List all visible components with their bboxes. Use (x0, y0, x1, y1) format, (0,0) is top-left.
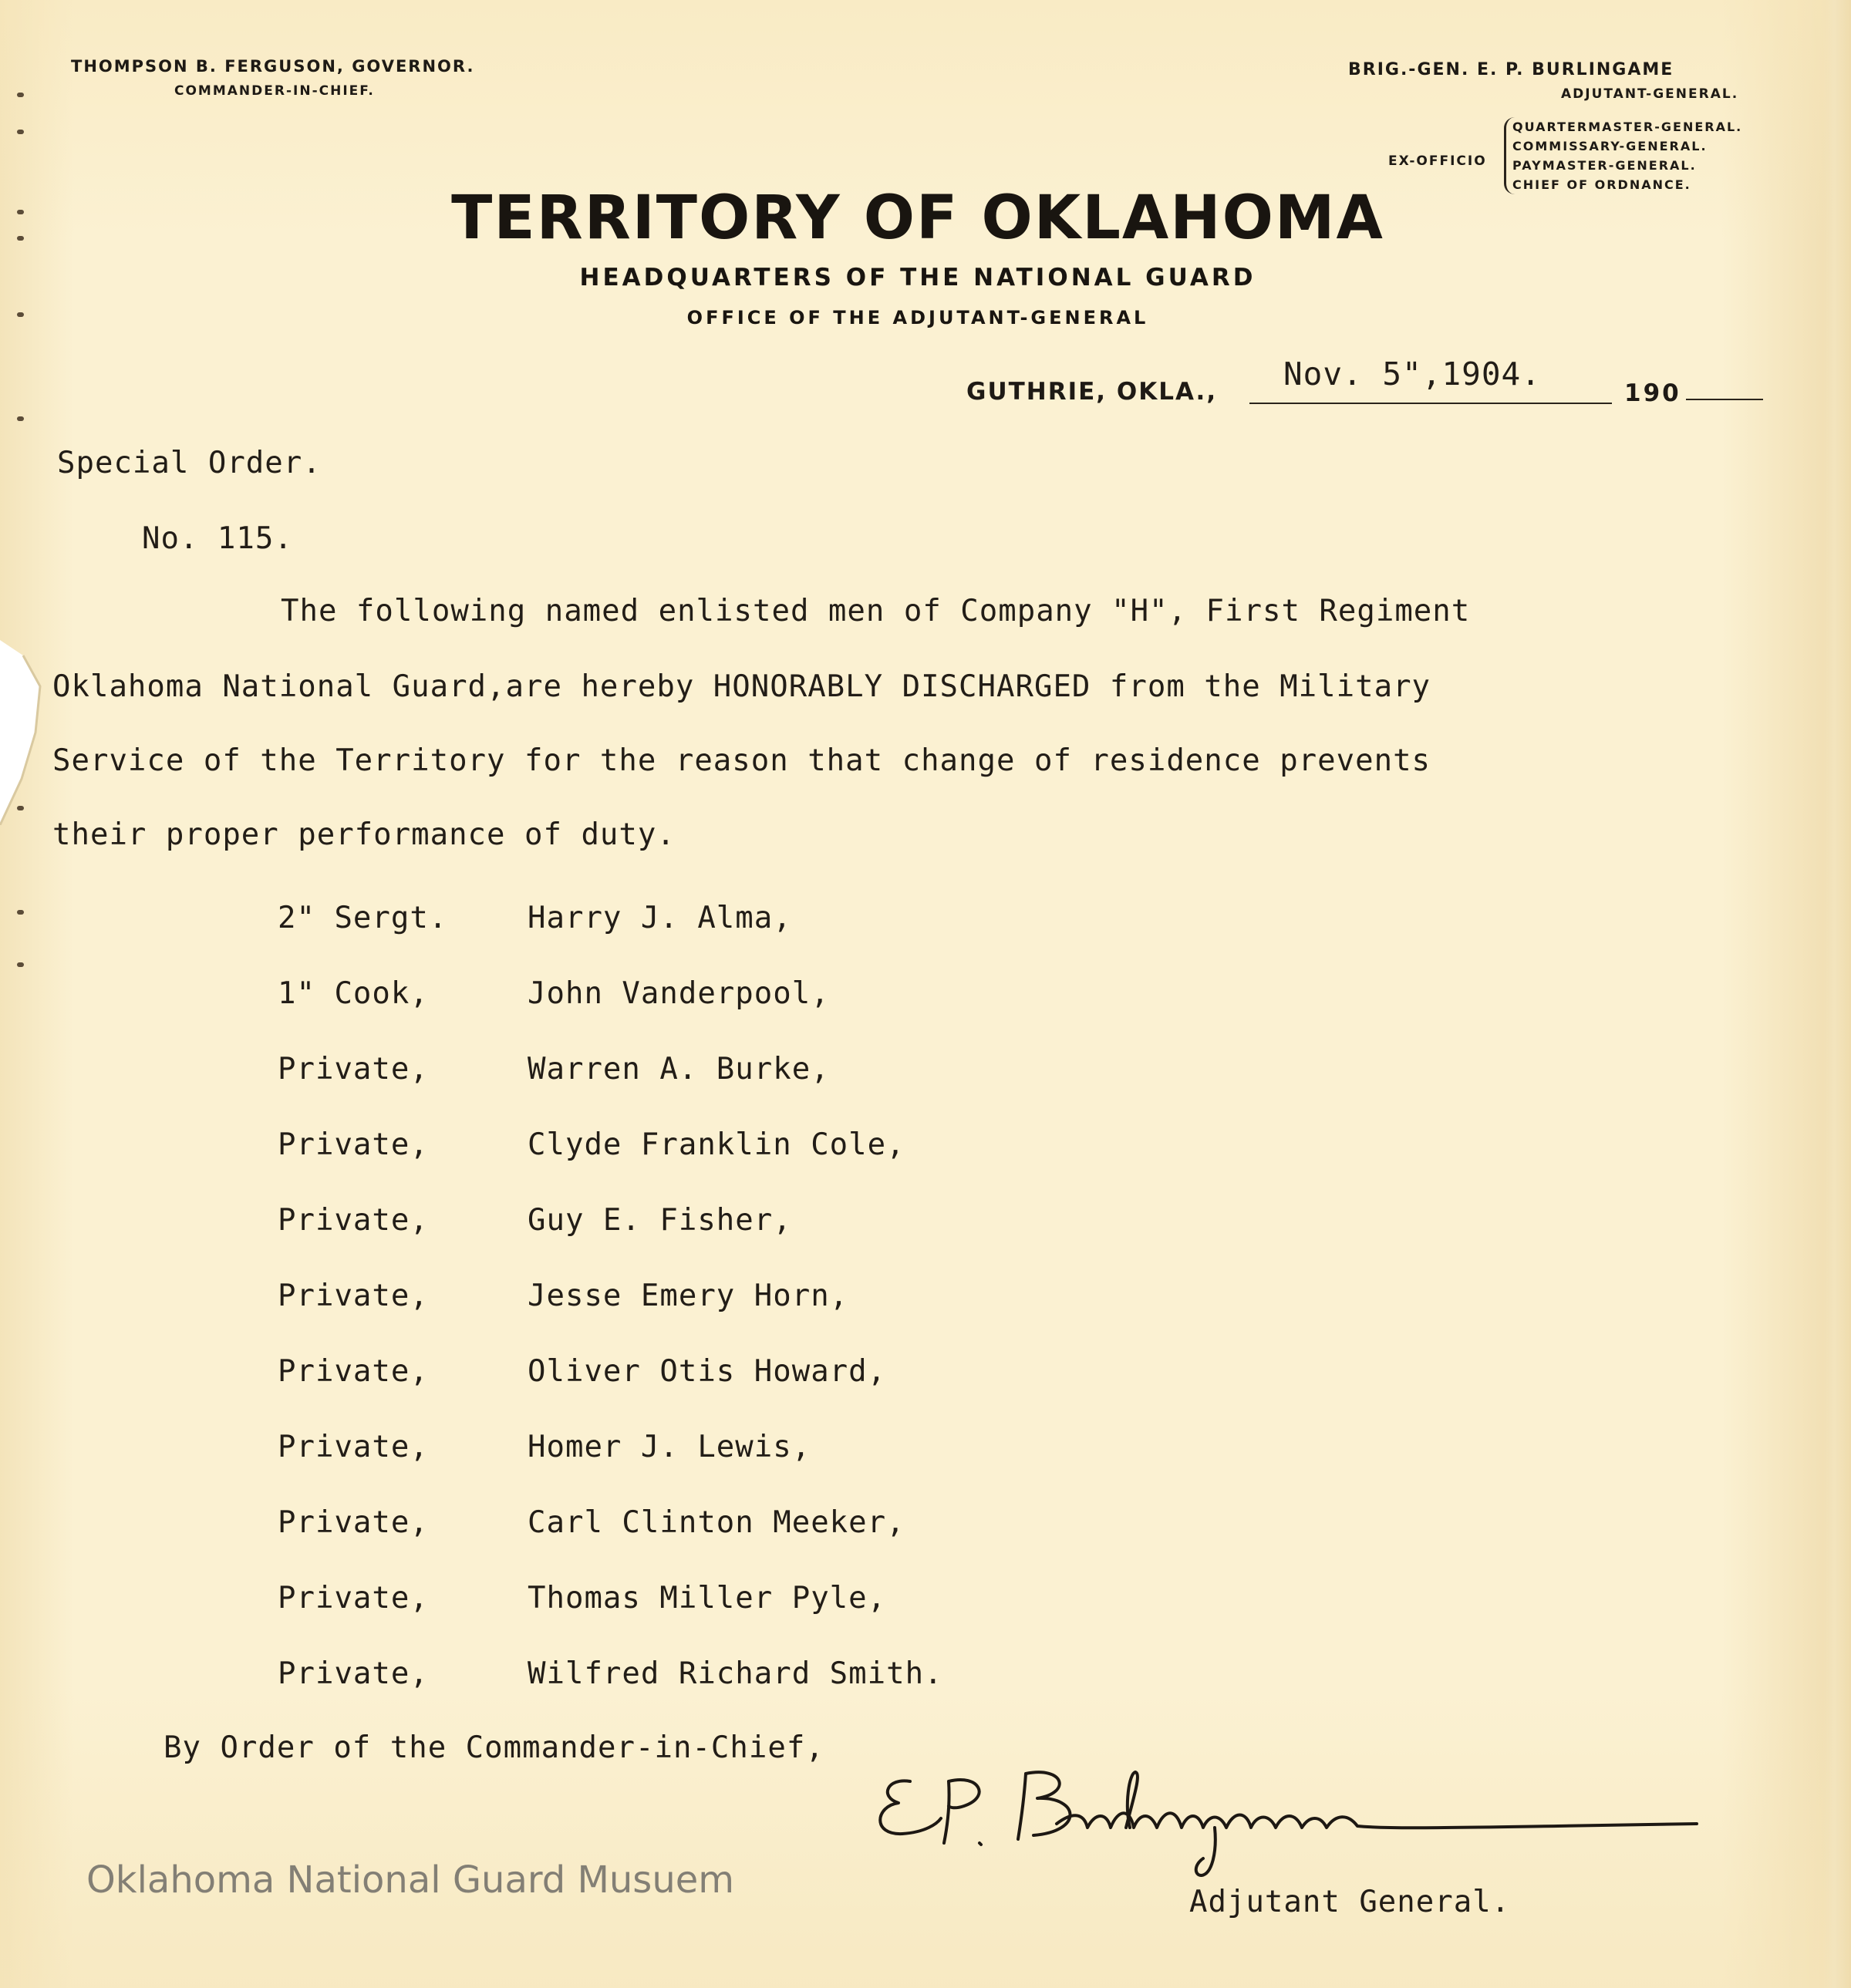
closing-line: By Order of the Commander-in-Chief, (164, 1730, 824, 1765)
order-number: No. 115. (142, 521, 293, 556)
signer-title: Adjutant General. (1189, 1885, 1511, 1919)
roster-name: Wilfred Richard Smith. (528, 1656, 943, 1691)
museum-watermark: Oklahoma National Guard Musuem (86, 1858, 735, 1902)
roster-row (0, 1052, 1234, 1090)
binder-mark (17, 130, 24, 134)
governor-name: THOMPSON B. FERGUSON, GOVERNOR. (71, 57, 475, 76)
roster-name: Jesse Emery Horn, (528, 1279, 849, 1313)
letterhead-office: OFFICE OF THE ADJUTANT-GENERAL (686, 307, 1149, 329)
roster-name: Oliver Otis Howard, (528, 1354, 887, 1389)
roster-rank: Private, (278, 1656, 429, 1691)
place-line: GUTHRIE, OKLA., (966, 378, 1218, 406)
roster-rank: Private, (278, 1430, 429, 1464)
paper-edge (1823, 0, 1851, 1988)
roster-name: Guy E. Fisher, (528, 1203, 792, 1238)
roster-rank: Private, (278, 1052, 429, 1087)
body-line: Service of the Territory for the reason that change of residence prevents (52, 743, 1431, 778)
roster-rank: Private, (278, 1505, 429, 1540)
roster-row (0, 976, 1234, 1015)
letterhead-subtitle: HEADQUARTERS OF THE NATIONAL GUARD (579, 264, 1256, 291)
roster-row (0, 1656, 1234, 1695)
binder-mark (17, 93, 24, 97)
ex-officio-role: QUARTERMASTER-GENERAL. (1512, 120, 1743, 134)
roster-row (0, 1354, 1234, 1393)
roster-name: Homer J. Lewis, (528, 1430, 811, 1464)
roster-name: John Vanderpool, (528, 976, 830, 1011)
roster-rank: Private, (278, 1354, 429, 1389)
roster-row (0, 1505, 1234, 1544)
ex-officio-role: PAYMASTER-GENERAL. (1512, 158, 1697, 173)
body-line: their proper performance of duty. (52, 817, 676, 852)
order-heading: Special Order. (57, 446, 322, 480)
roster-name: Clyde Franklin Cole, (528, 1127, 905, 1162)
roster-name: Warren A. Burke, (528, 1052, 830, 1087)
roster-row (0, 1581, 1234, 1619)
roster-rank: Private, (278, 1203, 429, 1238)
roster-rank: 1" Cook, (278, 976, 429, 1011)
date-typed: Nov. 5",1904. (1283, 355, 1541, 393)
body-line: The following named enlisted men of Company "H", First Regiment (281, 594, 1471, 628)
signature (864, 1750, 1720, 1882)
roster-row (0, 1279, 1234, 1317)
roster-row (0, 1203, 1234, 1242)
roster-name: Thomas Miller Pyle, (528, 1581, 887, 1616)
year-prefix: 190 (1624, 379, 1681, 407)
adjutant-name: BRIG.-GEN. E. P. BURLINGAME (1348, 60, 1674, 79)
ex-officio-role: CHIEF OF ORDNANCE. (1512, 177, 1691, 192)
ex-officio-roles (1504, 117, 1742, 194)
ex-officio-role: COMMISSARY-GENERAL. (1512, 139, 1708, 153)
governor-title: COMMANDER-IN-CHIEF. (174, 83, 375, 99)
roster-row (0, 901, 1234, 939)
roster-rank: 2" Sergt. (278, 901, 448, 935)
roster-row (0, 1127, 1234, 1166)
date-rule (1249, 403, 1612, 404)
body-line: Oklahoma National Guard,are hereby HONORABLY DISCHARGED from the Military (52, 669, 1431, 704)
letterhead-title: TERRITORY OF OKLAHOMA (451, 184, 1384, 253)
binder-mark (17, 962, 24, 967)
roster-rank: Private, (278, 1127, 429, 1162)
roster-rank: Private, (278, 1581, 429, 1616)
torn-corner (0, 640, 54, 825)
roster-rank: Private, (278, 1279, 429, 1313)
roster-name: Carl Clinton Meeker, (528, 1505, 905, 1540)
roster-name: Harry J. Alma, (528, 901, 792, 935)
ex-officio-label: EX-OFFICIO (1388, 153, 1487, 169)
adjutant-title: ADJUTANT-GENERAL. (1561, 86, 1739, 102)
year-rule (1686, 399, 1763, 400)
binder-mark (17, 416, 24, 421)
roster-row (0, 1430, 1234, 1468)
